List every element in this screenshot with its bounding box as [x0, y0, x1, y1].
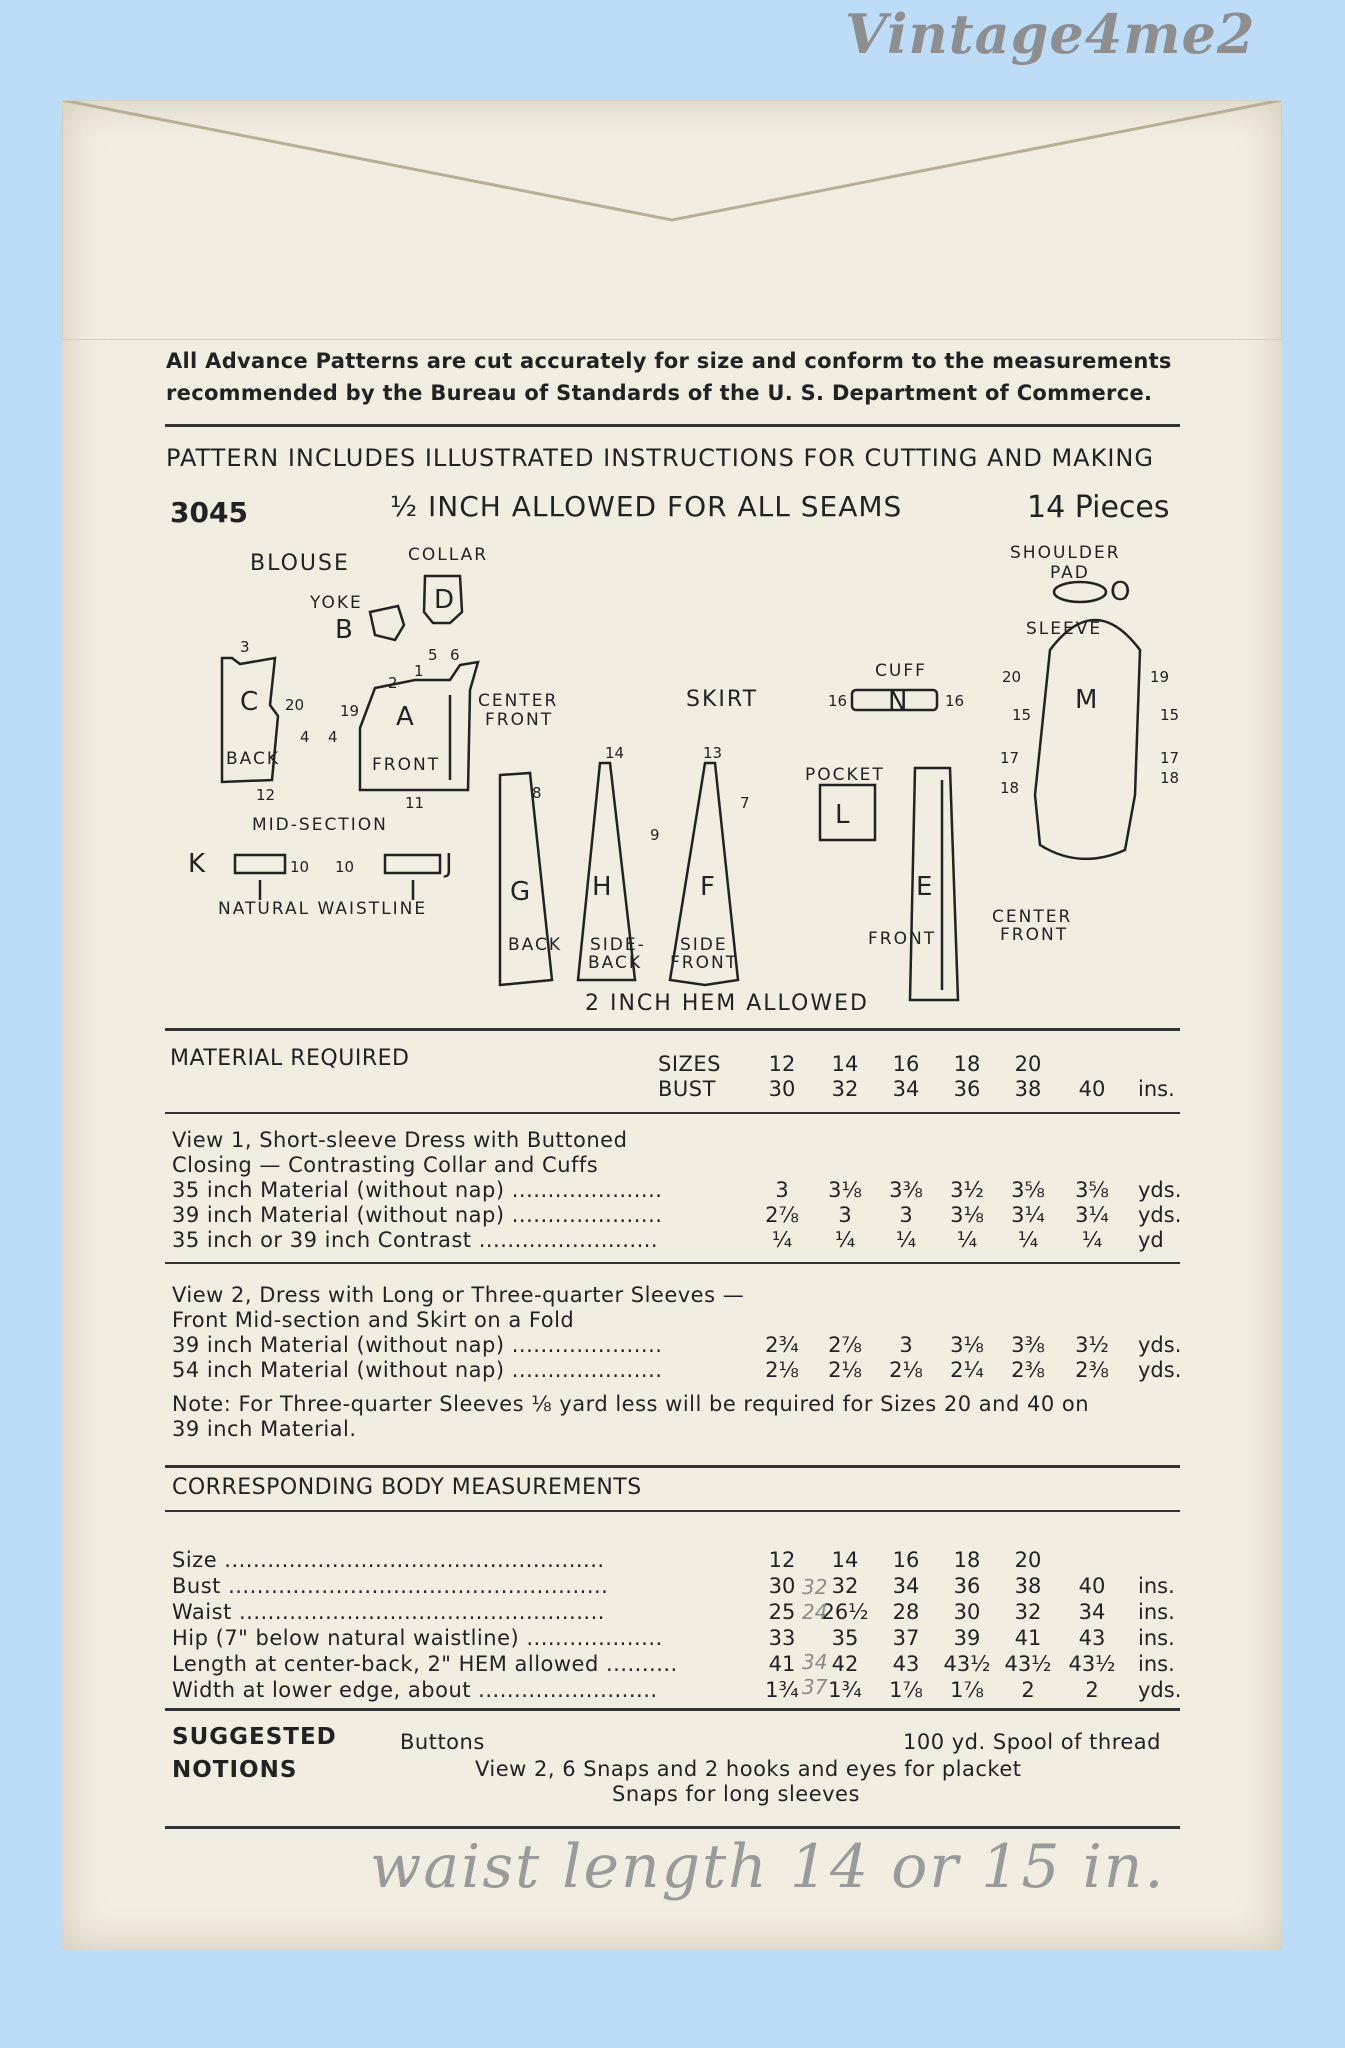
- bust-label: BUST: [658, 1077, 716, 1101]
- label-back-h: BACK: [588, 953, 643, 973]
- label-front-center-e: FRONT: [1000, 925, 1069, 945]
- letter-k: K: [188, 849, 206, 879]
- notch-label: 19: [340, 702, 360, 720]
- notch-label: 10: [290, 858, 310, 876]
- letter-m: M: [1075, 685, 1098, 715]
- notch-label: 6: [450, 646, 460, 664]
- label-pad: PAD: [1050, 563, 1090, 583]
- row-value: 2⅛: [889, 1358, 923, 1382]
- row-value: 32: [1014, 1600, 1042, 1624]
- divider: [165, 1028, 1180, 1031]
- row-value: 3: [899, 1203, 913, 1227]
- pencil-note: 37: [802, 1675, 828, 1699]
- row-unit: ins.: [1138, 1652, 1175, 1676]
- row-unit: ins.: [1138, 1574, 1175, 1598]
- letter-b: B: [335, 615, 353, 645]
- material-note: Note: For Three-quarter Sleeves ⅛ yard less will be required for Sizes 20 and 40 on: [172, 1392, 1090, 1416]
- notch-label: 12: [256, 786, 276, 804]
- notch-label: 16: [828, 692, 848, 710]
- label-front-a: FRONT: [372, 755, 441, 775]
- divider: [165, 1262, 1180, 1264]
- row-unit: ins.: [1138, 1600, 1175, 1624]
- notions-snaps: Snaps for long sleeves: [612, 1782, 860, 1806]
- row-value: 1¾: [828, 1678, 862, 1702]
- label-yoke: YOKE: [310, 593, 363, 613]
- notch-label: 16: [945, 692, 965, 710]
- row-value: 35: [831, 1626, 859, 1650]
- notch-label: 7: [740, 794, 750, 812]
- piece-count: 14 Pieces: [1027, 490, 1170, 525]
- label-front-e: FRONT: [868, 929, 937, 949]
- row-unit: yd: [1138, 1228, 1164, 1252]
- letter-c: C: [240, 687, 259, 717]
- label-pocket: POCKET: [805, 765, 885, 785]
- row-value: 18: [953, 1548, 981, 1572]
- piece-j-outline: [385, 855, 440, 873]
- row-value: 41: [1014, 1626, 1042, 1650]
- size-header: 20: [1014, 1052, 1042, 1076]
- label-back-g: BACK: [508, 935, 563, 955]
- label-skirt: SKIRT: [686, 687, 759, 712]
- size-header: 14: [831, 1052, 859, 1076]
- row-value: 12: [768, 1548, 796, 1572]
- row-label: Waist ...................................................: [172, 1600, 605, 1624]
- row-unit: yds.: [1138, 1333, 1182, 1357]
- piece-o-outline: [1054, 582, 1106, 602]
- letter-f: F: [700, 872, 715, 902]
- row-label: 35 inch or 39 inch Contrast .........................: [172, 1228, 659, 1252]
- watermark: Vintage4me2: [845, 2, 1256, 66]
- notch-label: 9: [650, 826, 660, 844]
- row-value: 3⅝: [1075, 1178, 1109, 1202]
- includes-heading: PATTERN INCLUDES ILLUSTRATED INSTRUCTIONS FOR CUTTING AND MAKING: [166, 444, 1154, 472]
- row-value: 3⅛: [950, 1333, 984, 1357]
- row-unit: yds.: [1138, 1358, 1182, 1382]
- notch-label: 4: [300, 728, 310, 746]
- letter-d: D: [434, 585, 455, 615]
- notch-label: 1: [414, 662, 424, 680]
- label-natural-waistline: NATURAL WAISTLINE: [218, 899, 428, 919]
- letter-n: N: [888, 687, 908, 717]
- units-label: ins.: [1138, 1077, 1175, 1101]
- row-value: 3⅛: [828, 1178, 862, 1202]
- notch-label: 17: [1000, 749, 1020, 767]
- notions-title: SUGGESTED: [172, 1724, 337, 1750]
- size-header: 12: [768, 1052, 796, 1076]
- notch-label: 8: [532, 784, 542, 802]
- row-value: 2⅞: [765, 1203, 799, 1227]
- row-value: 43: [1078, 1626, 1106, 1650]
- notch-label: 10: [335, 858, 355, 876]
- row-value: 3⅛: [950, 1203, 984, 1227]
- body-title: CORRESPONDING BODY MEASUREMENTS: [172, 1475, 642, 1500]
- row-value: 2¾: [765, 1333, 799, 1357]
- notch-label: 5: [428, 646, 438, 664]
- row-unit: ins.: [1138, 1626, 1175, 1650]
- label-cuff: CUFF: [875, 661, 927, 681]
- row-value: 3: [838, 1203, 852, 1227]
- row-value: 3⅝: [1011, 1178, 1045, 1202]
- row-label: 35 inch Material (without nap) .....................: [172, 1178, 663, 1202]
- label-side-back: SIDE-: [590, 935, 646, 955]
- row-value: ¼: [895, 1228, 917, 1252]
- notch-label: 20: [1002, 668, 1022, 686]
- row-value: 38: [1014, 1574, 1042, 1598]
- notch-label: 4: [328, 728, 338, 746]
- size-header: 16: [892, 1052, 920, 1076]
- row-value: ¼: [771, 1228, 793, 1252]
- row-value: 2⅛: [828, 1358, 862, 1382]
- row-label: Bust .....................................................: [172, 1574, 609, 1598]
- notions-title: NOTIONS: [172, 1757, 298, 1783]
- pattern-number: 3045: [170, 496, 248, 529]
- bust-header: 38: [1014, 1077, 1042, 1101]
- row-label: Size .....................................................: [172, 1548, 605, 1572]
- divider: [165, 1112, 1180, 1114]
- notions-buttons: Buttons: [400, 1730, 485, 1754]
- pencil-note: 32: [802, 1575, 828, 1599]
- row-value: 2¼: [950, 1358, 984, 1382]
- intro-line-2: recommended by the Bureau of Standards of the U. S. Department of Commerce.: [166, 381, 1153, 405]
- row-value: 3⅜: [1011, 1333, 1045, 1357]
- label-front: FRONT: [485, 710, 554, 730]
- row-value: 2⅜: [1075, 1358, 1109, 1382]
- view1-desc: Closing — Contrasting Collar and Cuffs: [172, 1153, 599, 1177]
- notch-label: 13: [703, 744, 723, 762]
- label-hem: 2 INCH HEM ALLOWED: [585, 991, 869, 1016]
- seam-allowance: ½ INCH ALLOWED FOR ALL SEAMS: [390, 490, 903, 523]
- letter-l: L: [835, 800, 850, 830]
- label-back: BACK: [226, 749, 281, 769]
- row-value: 37: [892, 1626, 920, 1650]
- view1-desc: View 1, Short-sleeve Dress with Buttoned: [172, 1128, 628, 1152]
- material-note: 39 inch Material.: [172, 1417, 357, 1441]
- row-value: 36: [953, 1574, 981, 1598]
- row-unit: yds.: [1138, 1203, 1182, 1227]
- row-value: 1⅞: [950, 1678, 984, 1702]
- letter-o: O: [1110, 577, 1131, 607]
- row-value: 20: [1014, 1548, 1042, 1572]
- envelope-flap: [62, 100, 1282, 340]
- divider: [165, 1465, 1180, 1468]
- handwritten-note: waist length 14 or 15 in.: [370, 1832, 1166, 1902]
- row-unit: yds.: [1138, 1178, 1182, 1202]
- notch-label: 18: [1000, 779, 1020, 797]
- row-value: ¼: [1017, 1228, 1039, 1252]
- letter-g: G: [510, 877, 531, 907]
- label-side: SIDE: [680, 935, 728, 955]
- row-label: 39 inch Material (without nap) .....................: [172, 1333, 663, 1357]
- row-value: 33: [768, 1626, 796, 1650]
- letter-e: E: [916, 872, 933, 902]
- row-value: 34: [892, 1574, 920, 1598]
- row-value: 14: [831, 1548, 859, 1572]
- sizes-label: SIZES: [658, 1052, 722, 1076]
- row-value: 16: [892, 1548, 920, 1572]
- row-value: 3½: [1075, 1333, 1109, 1357]
- label-center: CENTER: [478, 691, 559, 711]
- notch-label: 18: [1160, 769, 1180, 787]
- bust-header: 36: [953, 1077, 981, 1101]
- row-value: 43½: [943, 1652, 991, 1676]
- material-title: MATERIAL REQUIRED: [170, 1046, 410, 1071]
- label-sleeve: SLEEVE: [1026, 619, 1103, 639]
- row-label: Width at lower edge, about .........................: [172, 1678, 658, 1702]
- label-shoulder: SHOULDER: [1010, 543, 1121, 563]
- size-header: 18: [953, 1052, 981, 1076]
- row-value: 26½: [821, 1600, 869, 1624]
- row-value: 40: [1078, 1574, 1106, 1598]
- label-collar: COLLAR: [408, 545, 489, 565]
- row-value: 1¾: [765, 1678, 799, 1702]
- row-value: 2: [1085, 1678, 1099, 1702]
- row-value: 3¼: [1075, 1203, 1109, 1227]
- row-value: 30: [953, 1600, 981, 1624]
- letter-h: H: [592, 872, 612, 902]
- notch-label: 19: [1150, 668, 1170, 686]
- intro-line-1: All Advance Patterns are cut accurately for size and conform to the measurements: [166, 349, 1172, 373]
- row-value: 3⅜: [889, 1178, 923, 1202]
- letter-j: J: [445, 849, 453, 879]
- row-value: 25: [768, 1600, 796, 1624]
- bust-header: 34: [892, 1077, 920, 1101]
- notch-label: 14: [605, 744, 625, 762]
- row-value: 1⅞: [889, 1678, 923, 1702]
- notch-label: 20: [285, 696, 305, 714]
- notch-label: 3: [240, 638, 250, 656]
- row-value: 2: [1021, 1678, 1035, 1702]
- piece-k-outline: [235, 855, 285, 873]
- row-value: ¼: [1081, 1228, 1103, 1252]
- notch-label: 15: [1012, 706, 1032, 724]
- pencil-note: 34: [802, 1650, 828, 1674]
- notch-label: 2: [388, 674, 398, 692]
- intro-text: [166, 345, 1172, 409]
- view2-desc: Front Mid-section and Skirt on a Fold: [172, 1308, 575, 1332]
- notch-label: 17: [1160, 749, 1180, 767]
- divider: [165, 1708, 1180, 1711]
- piece-m-outline: [1035, 620, 1140, 859]
- notch-label: 11: [405, 794, 425, 812]
- row-value: 34: [1078, 1600, 1106, 1624]
- bust-header: 30: [768, 1077, 796, 1101]
- row-value: 32: [831, 1574, 859, 1598]
- row-value: 43½: [1068, 1652, 1116, 1676]
- row-value: ¼: [956, 1228, 978, 1252]
- label-blouse: BLOUSE: [250, 551, 350, 576]
- row-label: Length at center-back, 2" HEM allowed ..........: [172, 1652, 678, 1676]
- row-value: 43: [892, 1652, 920, 1676]
- row-label: 54 inch Material (without nap) .....................: [172, 1358, 663, 1382]
- row-value: 2⅜: [1011, 1358, 1045, 1382]
- row-value: 42: [831, 1652, 859, 1676]
- pattern-pieces-diagram: [160, 530, 1190, 1030]
- divider: [165, 424, 1180, 427]
- row-value: 2⅞: [828, 1333, 862, 1357]
- row-value: 3: [775, 1178, 789, 1202]
- piece-b-outline: [370, 606, 404, 640]
- row-value: 3¼: [1011, 1203, 1045, 1227]
- row-value: 43½: [1004, 1652, 1052, 1676]
- row-value: 2⅛: [765, 1358, 799, 1382]
- row-label: 39 inch Material (without nap) .....................: [172, 1203, 663, 1227]
- row-value: ¼: [834, 1228, 856, 1252]
- divider: [165, 1510, 1180, 1512]
- letter-a: A: [396, 702, 414, 732]
- divider: [165, 1826, 1180, 1829]
- notions-thread: 100 yd. Spool of thread: [903, 1730, 1161, 1754]
- row-label: Hip (7" below natural waistline) ...................: [172, 1626, 663, 1650]
- row-value: 41: [768, 1652, 796, 1676]
- label-center-e: CENTER: [992, 907, 1073, 927]
- row-value: 30: [768, 1574, 796, 1598]
- row-value: 39: [953, 1626, 981, 1650]
- label-front-f: FRONT: [670, 953, 739, 973]
- notions-view2: View 2, 6 Snaps and 2 hooks and eyes for placket: [475, 1757, 1022, 1781]
- label-mid-section: MID-SECTION: [252, 815, 388, 835]
- bust-header: 32: [831, 1077, 859, 1101]
- notch-label: 15: [1160, 706, 1180, 724]
- row-value: 3: [899, 1333, 913, 1357]
- row-value: 3½: [950, 1178, 984, 1202]
- pencil-note: 24: [802, 1600, 828, 1624]
- bust-header: 40: [1078, 1077, 1106, 1101]
- row-unit: yds.: [1138, 1678, 1182, 1702]
- view2-desc: View 2, Dress with Long or Three-quarter Sleeves —: [172, 1283, 745, 1307]
- row-value: 28: [892, 1600, 920, 1624]
